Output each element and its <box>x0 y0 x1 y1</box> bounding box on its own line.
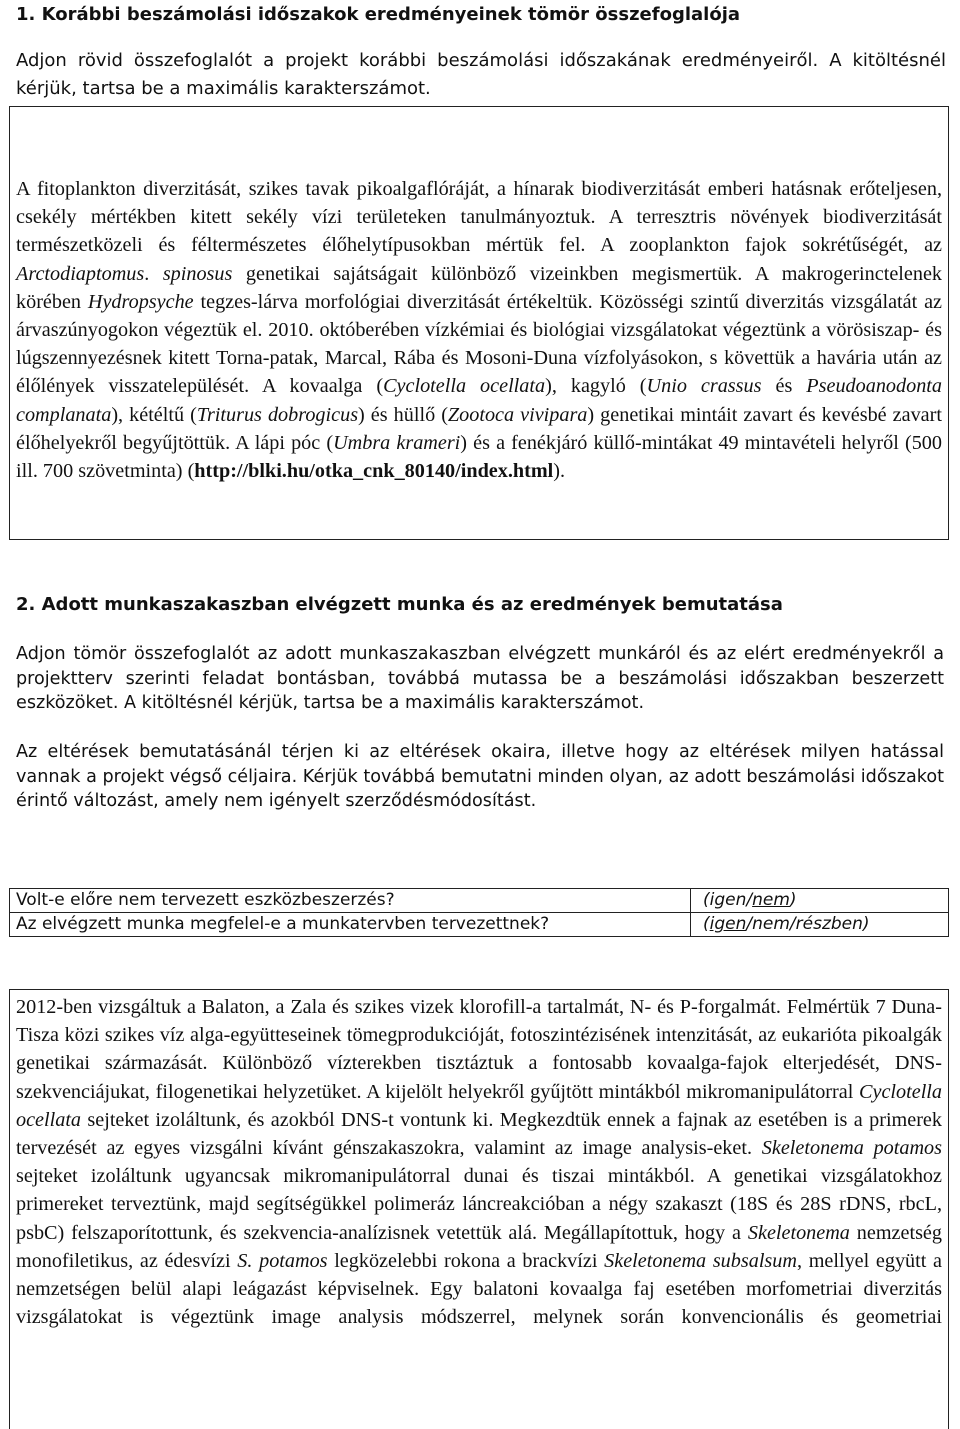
section1-instructions: Adjon rövid összefoglalót a projekt korábbi beszámolási időszakának eredményeiről. A kitöltésnél kérjük, tartsa be a maximális karakterszámot. <box>16 50 946 99</box>
selected-answer: nem <box>752 890 790 910</box>
answer-cell[interactable]: (igen/nem/részben) <box>691 913 949 937</box>
section2-report-box[interactable] <box>9 989 949 1429</box>
section2-heading: 2. Adott munkaszakaszban elvégzett munka és az eredmények bemutatása <box>16 594 783 615</box>
questions-table <box>9 888 949 937</box>
question-cell: Volt-e előre nem tervezett eszközbeszerzés? <box>10 889 691 913</box>
section1-summary-text: A fitoplankton diverzitását, szikes tavak pikoalgaflóráját, a hínarak biodiverzitását emberi hatásnak erőteljesen, csekély mértékben kitett sekély vízi területeken tanulmányoztuk. A terresztris növények biodiverzitását természetközeli és féltermészetes élőhelytípusokban mértük fel. A zooplankton fajok sokrétűségét, az Arctodiaptomus. spinosus genetikai sajátságait különböző vizeinkben megismertük. A makrogerinctelenek körében Hydropsyche tegzes-lárva morfológiai diverzitását értékeltük. Közösségi szintű diverzitás vizsgálatát az árvaszúnyogokon végeztük el. 2010. októberében vízkémiai és biológiai vizsgálatokat végeztünk a vörösiszap- és lúgszennyezésnek kitett Torna-patak, Marcal, Rába és Mosoni-Duna vízfolyásokon, s követtük a havária után az élőlények visszatelepülését. A kovaalga (Cyclotella ocellata), kagyló (Unio crassus és Pseudoanodonta complanata), kétéltű (Triturus dobrogicus) és hüllő (Zootoca vivipara) genetikai mintáit zavart és kevésbé zavart élőhelyekről begyűjtöttük. A lápi póc (Umbra krameri) és a fenékjáró küllő-mintákat 49 mintavételi helyről (500 ill. 700 szövetminta) (http://blki.hu/otka_cnk_80140/index.html). <box>16 178 942 483</box>
question-cell: Az elvégzett munka megfelel-e a munkatervben tervezettnek? <box>10 913 691 937</box>
section2-instructions-2: Az eltérések bemutatásánál térjen ki az eltérések okaira, illetve hogy az eltérések milyen hatással vannak a projekt végső céljaira. Kérjük továbbá bemutatni minden olyan, az adott beszámolási időszakot érintő változást, amely nem igényelt szerződésmódosítást. <box>16 742 944 811</box>
section1-heading: 1. Korábbi beszámolási időszakok eredményeinek tömör összefoglalója <box>16 4 741 25</box>
table-row <box>10 913 949 937</box>
section1-summary-box[interactable] <box>9 106 949 540</box>
section2-report-text: 2012-ben vizsgáltuk a Balaton, a Zala és szikes vizek klorofill-a tartalmát, N- és P-forgalmát. Felmértük 7 Duna-Tisza közi szikes víz alga-együtteseinek tömegprodukcióját, fotoszintézisének intenzitását, az eukarióta pikoalgák genetikai származását. Különböző vízterekben tisztáztuk a fontosabb kovaalga-fajok elterjedését, DNS-szekvenciájukat, filogenetikai helyzetüket. A kijelölt helyekről gyűjtött mintákból mikromanipulátorral Cyclotella ocellata sejteket izoláltunk, és azokból DNS-t vontunk ki. Megkezdtük ennek a fajnak az esetében is a primerek tervezését az egyes vizsgálni kívánt génszakaszokra, valamint az image analysis-eket. Skeletonema potamos sejteket izoláltunk ugyancsak mikromanipulátorral dunai és tiszai mintákból. A genetikai vizsgálatokhoz primereket terveztünk, majd segítségükkel polimeráz láncreakcióban a négy szakaszt (18S és 28S rDNS, rbcL, psbC) felszaporítottunk, és szekvencia-analízisnek vetettük alá. Megállapítottuk, hogy a Skeletonema nemzetség monofiletikus, az édesvízi S. potamos legközelebbi rokona a brackvízi Skeletonema subsalsum, mellyel együtt a nemzetségen belül alapi leágazást képviselnek. Egy balatoni kovaalga faj esetében morfometriai diverzitás vizsgálatokat is végeztünk image analysis módszerrel, melynek során konvencionális és geometriai <box>16 996 942 1329</box>
project-link[interactable]: http://blki.hu/otka_cnk_80140/index.html <box>194 460 554 483</box>
selected-answer: igen <box>709 914 747 934</box>
answer-cell[interactable]: (igen/nem) <box>691 889 949 913</box>
section2-instructions-1: Adjon tömör összefoglalót az adott munkaszakaszban elvégzett munkáról és az elért eredményekről a projektterv szerinti feladat bontásban, továbbá mutassa be a beszámolási időszakban beszerzett eszközöket. A kitöltésnél kérjük, tartsa be a maximális karakterszámot. <box>16 644 944 713</box>
table-row <box>10 889 949 913</box>
